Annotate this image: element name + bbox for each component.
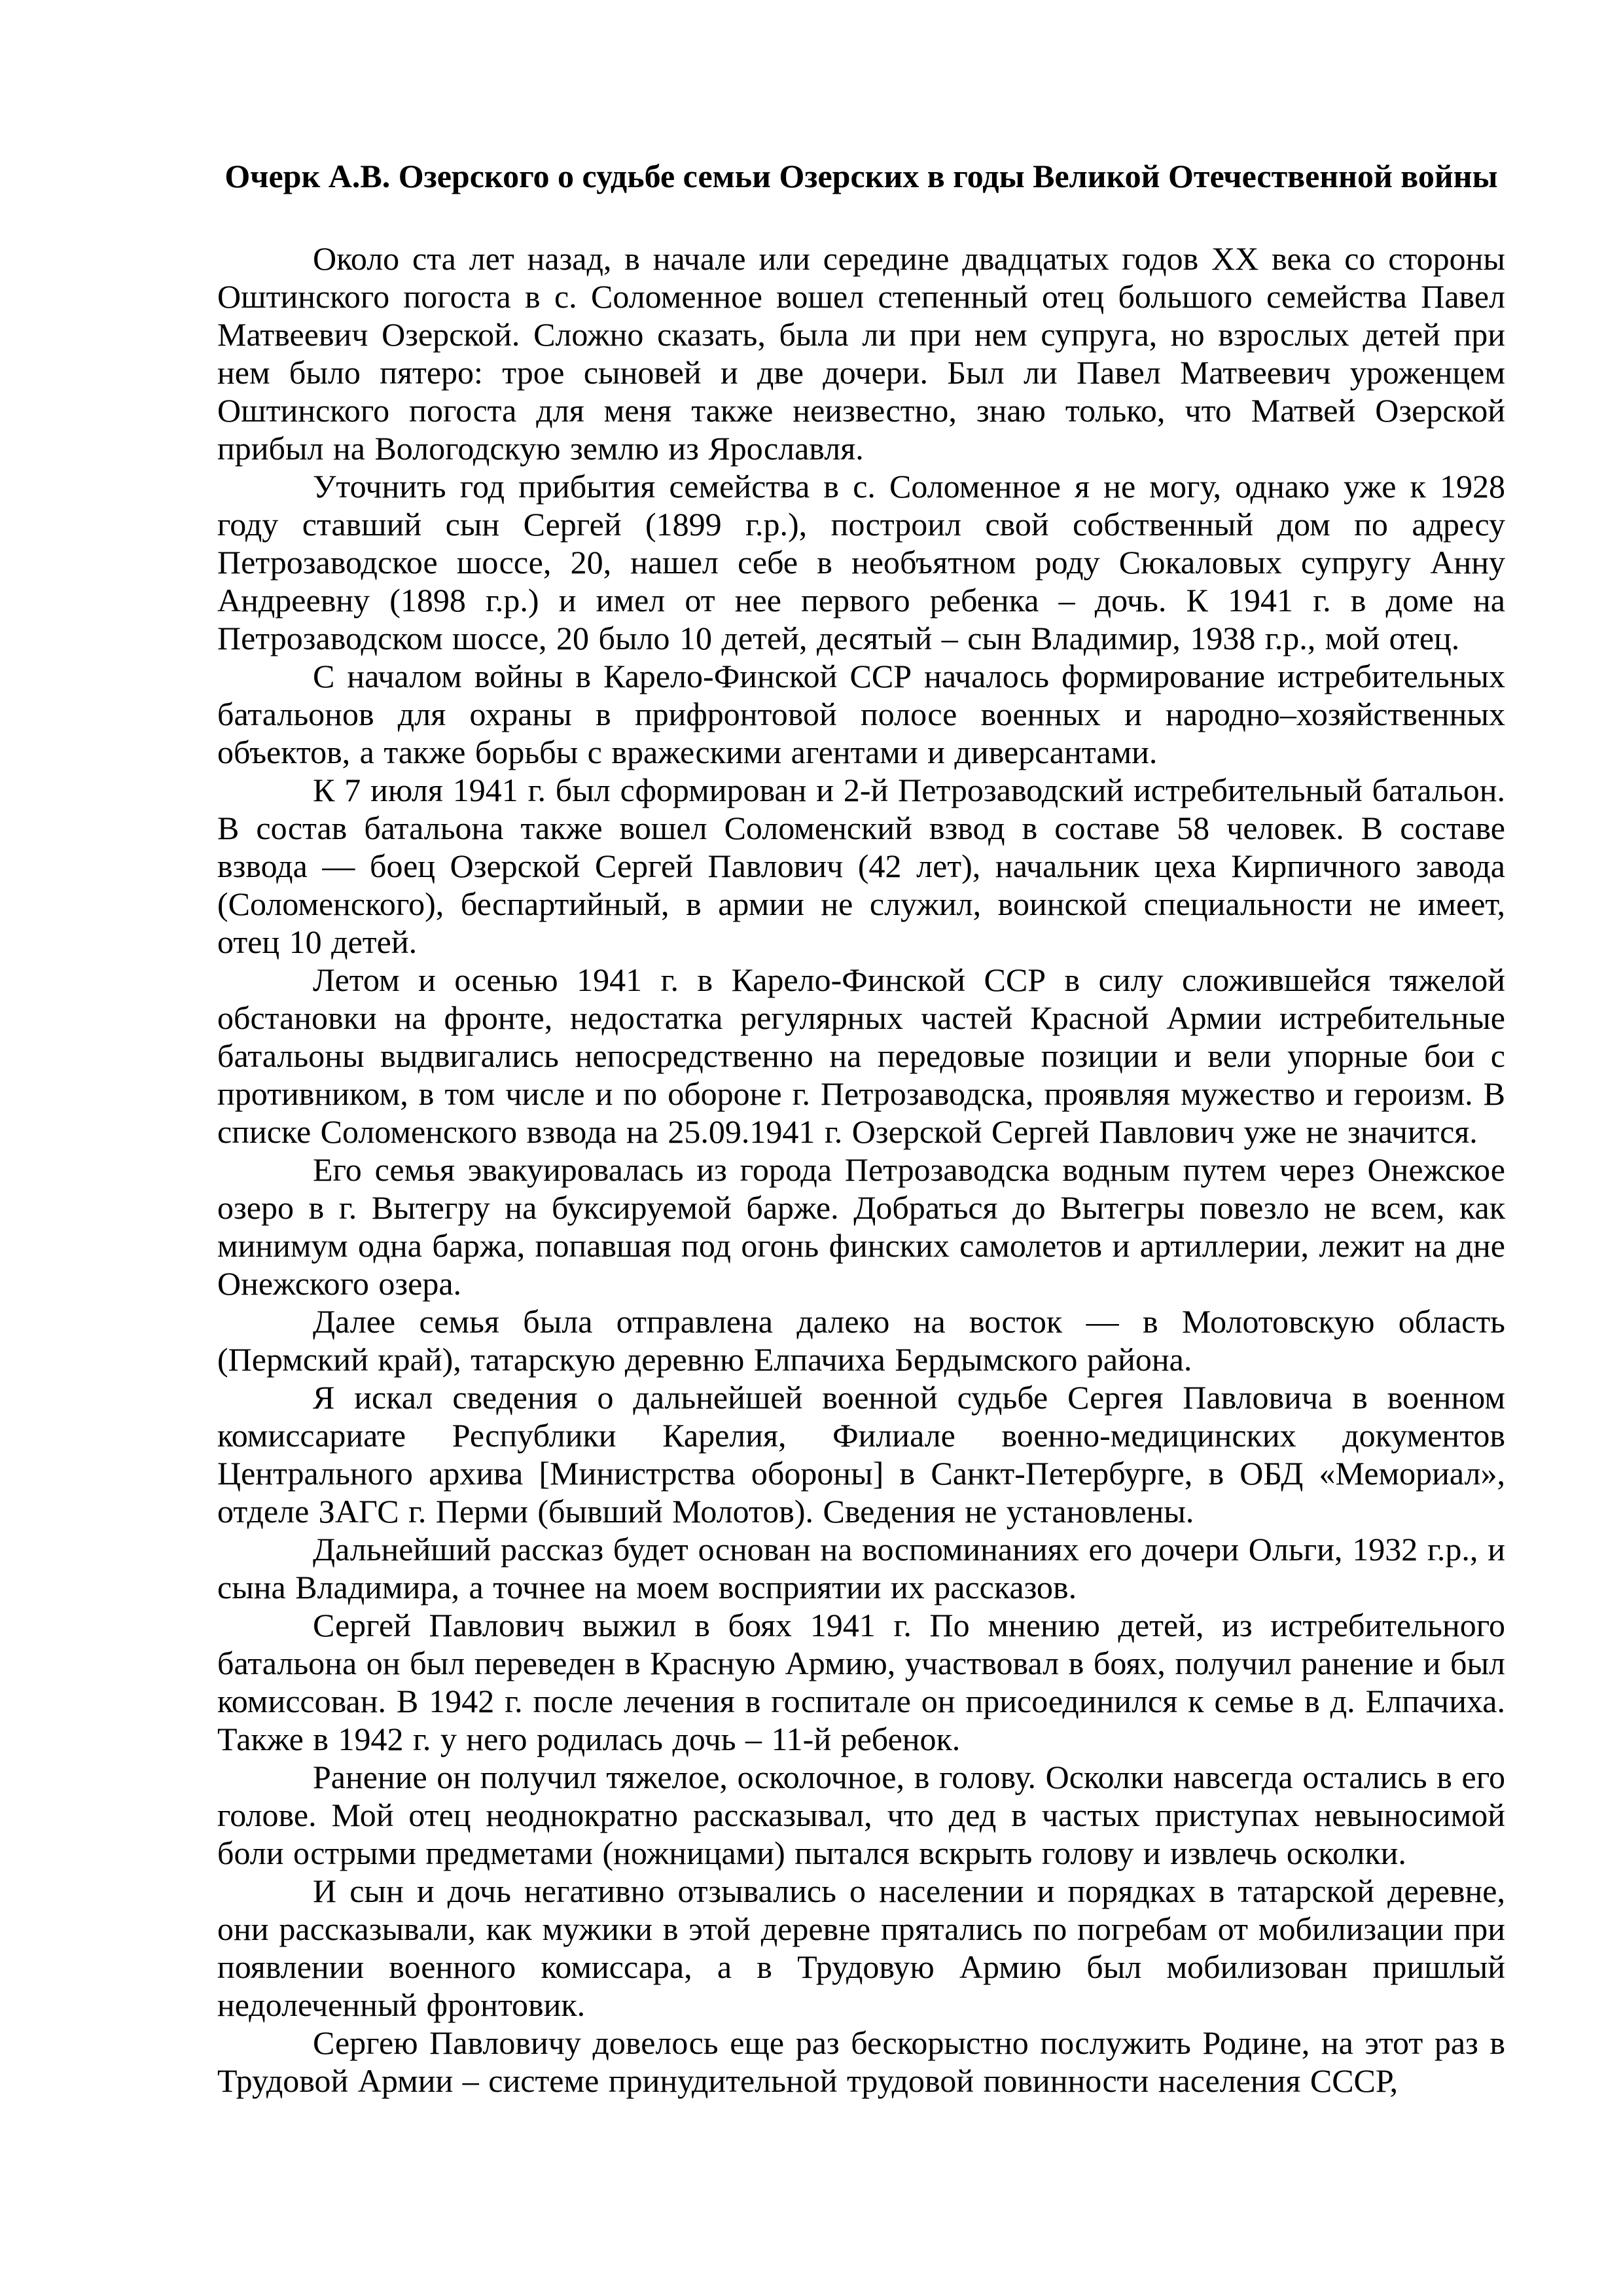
- paragraph: И сын и дочь негативно отзывались о населении и порядках в татарской деревне, они рассказывали, как мужики в этой деревне прятались по погребам от мобилизации при появлении военного комиссара, а в Трудовую Армию был мобилизован пришлый недолеченный фронтовик.: [217, 1873, 1505, 2023]
- paragraph: Далее семья была отправлена далеко на восток — в Молотовскую область (Пермский край), татарскую деревню Елпачиха Бердымского района.: [217, 1303, 1505, 1378]
- document-title: Очерк А.В. Озерского о судьбе семьи Озерских в годы Великой Отечественной войны: [224, 158, 1498, 194]
- paragraph: С началом войны в Карело-Финской ССР началось формирование истребительных батальонов для охраны в прифронтовой полосе военных и народно–хозяйственных объектов, а также борьбы с вражескими агентами и диверсантами.: [217, 658, 1505, 770]
- paragraph: Сергей Павлович выжил в боях 1941 г. По мнению детей, из истребительного батальона он был переведен в Красную Армию, участвовал в боях, получил ранение и был комиссован. В 1942 г. после лечения в госпитале он присоединился к семье в д. Елпачиха. Также в 1942 г. у него родилась дочь – 11-й ребенок.: [217, 1607, 1505, 1757]
- paragraph: Ранение он получил тяжелое, осколочное, в голову. Осколки навсегда остались в его голове. Мой отец неоднократно рассказывал, что дед в частых приступах невыносимой боли острыми предметами (ножницами) пытался вскрыть голову и извлечь осколки.: [217, 1759, 1505, 1871]
- paragraph: Летом и осенью 1941 г. в Карело-Финской ССР в силу сложившейся тяжелой обстановки на фронте, недостатка регулярных частей Красной Армии истребительные батальоны выдвигались непосредственно на передовые позиции и вели упорные бои с противником, в том числе и по обороне г. Петрозаводска, проявляя мужество и героизм. В списке Соломенского взвода на 25.09.1941 г. Озерской Сергей Павлович уже не значится.: [217, 961, 1505, 1150]
- document-body: [217, 240, 1505, 2100]
- paragraph: К 7 июля 1941 г. был сформирован и 2-й Петрозаводский истребительный батальон. В состав батальона также вошел Соломенский взвод в составе 58 человек. В составе взвода — боец Озерской Сергей Павлович (42 лет), начальник цеха Кирпичного завода (Соломенского), беспартийный, в армии не служил, воинской специальности не имеет, отец 10 детей.: [217, 772, 1505, 960]
- paragraph: Уточнить год прибытия семейства в с. Соломенное я не могу, однако уже к 1928 году ставший сын Сергей (1899 г.р.), построил свой собственный дом по адресу Петрозаводское шоссе, 20, нашел себе в необъятном роду Сюкаловых супругу Анну Андреевну (1898 г.р.) и имел от нее первого ребенка – дочь. К 1941 г. в доме на Петрозаводском шоссе, 20 было 10 детей, десятый – сын Владимир, 1938 г.р., мой отец.: [217, 468, 1505, 656]
- paragraph: Дальнейший рассказ будет основан на воспоминаниях его дочери Ольги, 1932 г.р., и сына Владимира, а точнее на моем восприятии их рассказов.: [217, 1531, 1505, 1605]
- paragraph: Я искал сведения о дальнейшей военной судьбе Сергея Павловича в военном комиссариате Республики Карелия, Филиале военно-медицинских документов Центрального архива [Министрства обороны] в Санкт-Петербурге, в ОБД «Мемориал», отделе ЗАГС г. Перми (бывший Молотов). Сведения не установлены.: [217, 1379, 1505, 1530]
- paragraph: Сергею Павловичу довелось еще раз бескорыстно послужить Родине, на этот раз в Трудовой Армии – системе принудительной трудовой повинности населения СССР,: [217, 2024, 1505, 2099]
- paragraph: Около ста лет назад, в начале или середине двадцатых годов XX века со стороны Оштинского погоста в с. Соломенное вошел степенный отец большого семейства Павел Матвеевич Озерской. Сложно сказать, была ли при нем супруга, но взрослых детей при нем было пятеро: трое сыновей и две дочери. Был ли Павел Матвеевич уроженцем Оштинского погоста для меня также неизвестно, знаю только, что Матвей Озерской прибыл на Вологодскую землю из Ярославля.: [217, 240, 1505, 467]
- paragraph: Его семья эвакуировалась из города Петрозаводска водным путем через Онежское озеро в г. Вытегру на буксируемой барже. Добраться до Вытегры повезло не всем, как минимум одна баржа, попавшая под огонь финских самолетов и артиллерии, лежит на дне Онежского озера.: [217, 1151, 1505, 1302]
